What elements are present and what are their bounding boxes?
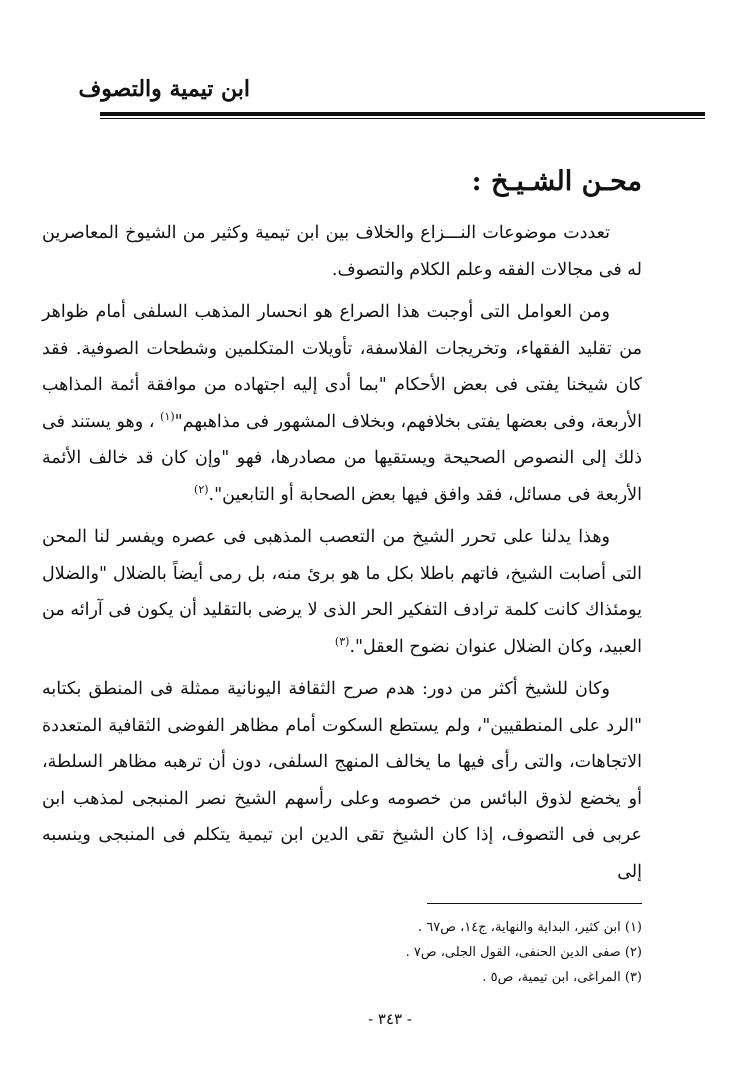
header-rule-thin (100, 118, 705, 119)
paragraph-3-text: وهذا يدلنا على تحرر الشيخ من التعصب المذهبى فى عصره ويفسر لنا المحن التى أصابت الشيخ، فاتهم باطلا بكل ما هو برئ منه، بل رمى أيضاً بالضلال "والضلال يومئذاك كانت كلمة ترادف التفكير الحر الذى لا يرضى بالتقليد أن يكون فى آرائه من العبيد، وكان الضلال عنوان نضوح العقل". (42, 527, 642, 657)
header-rule-thick (100, 112, 705, 116)
footnote-3: (٣) المراغى، ابن تيمية، ص٥ . (482, 970, 642, 985)
paragraph-4 (42, 671, 642, 890)
paragraph-1 (42, 215, 642, 288)
footnote-ref-3: (٣) (334, 634, 350, 648)
paragraph-1-text: تعددت موضوعات النـــزاع والخلاف بين ابن تيمية وكثير من الشيوخ المعاصرين له فى مجالات الفقه وعلم الكلام والتصوف. (42, 223, 642, 280)
footnote-ref-1: (١) (160, 409, 175, 423)
paragraph-2 (42, 294, 642, 513)
paragraph-4-text: وكان للشيخ أكثر من دور: هدم صرح الثقافة اليونانية ممثلة فى المنطق بكتابه "الرد على المنطقيين"، ولم يستطع السكوت أمام مظاهر الفوضى الثقافية المتعددة الاتجاهات، والتى رأى فيها ما يخالف المنهج السلفى، دون أن ترهبه مظاهر السلطة، أو يخضع لذوق البائس من خصومه وعلى رأسهم الشيخ نصر المنبجى لمذهب ابن عربى فى التصوف، إذا كان الشيخ تقى الدين ابن تيمية يتكلم فى المنبجى وينسبه إلى (42, 679, 642, 882)
footnotes (42, 915, 642, 990)
paragraph-2-text: ومن العوامل التى أوجبت هذا الصراع هو انحسار المذهب السلفى أمام ظواهر من تقليد الفقهاء، وتخريجات الفلاسفة، تأويلات المتكلمين وشطحات الصوفية. فقد كان شيخنا يفتى فى بعض الأحكام "بما أدى إليه اجتهاده من موافقة أئمة المذاهب الأربعة، وفى بعضها يفتى بخلافهم، وبخلاف المشهور فى مذاهبهم" (42, 302, 642, 432)
page-number: - ٣٤٣ - (368, 1010, 412, 1028)
body-text (42, 215, 642, 896)
running-header: ابن تيمية والتصوف (78, 76, 250, 102)
footnote-2: (٢) صفى الدين الحنفى، القول الجلى، ص٧ . (405, 945, 642, 960)
section-heading: محـن الشـيـخ : (471, 166, 642, 197)
paragraph-2-text-after: ، وهو يستند فى ذلك إلى النصوص الصحيحة ويستقيها من مصادرها، فهو "وإن كان قد خالف الأئمة الأربعة فى مسائل، فقد وافق فيها بعض الصحابة أو التابعين". (42, 411, 642, 505)
paragraph-3 (42, 519, 642, 665)
footnote-1: (١) ابن كثير، البداية والنهاية، ج١٤، ص٦٧ . (418, 920, 642, 935)
footnote-separator (427, 903, 642, 904)
footnote-ref-2: (٢) (194, 482, 209, 496)
